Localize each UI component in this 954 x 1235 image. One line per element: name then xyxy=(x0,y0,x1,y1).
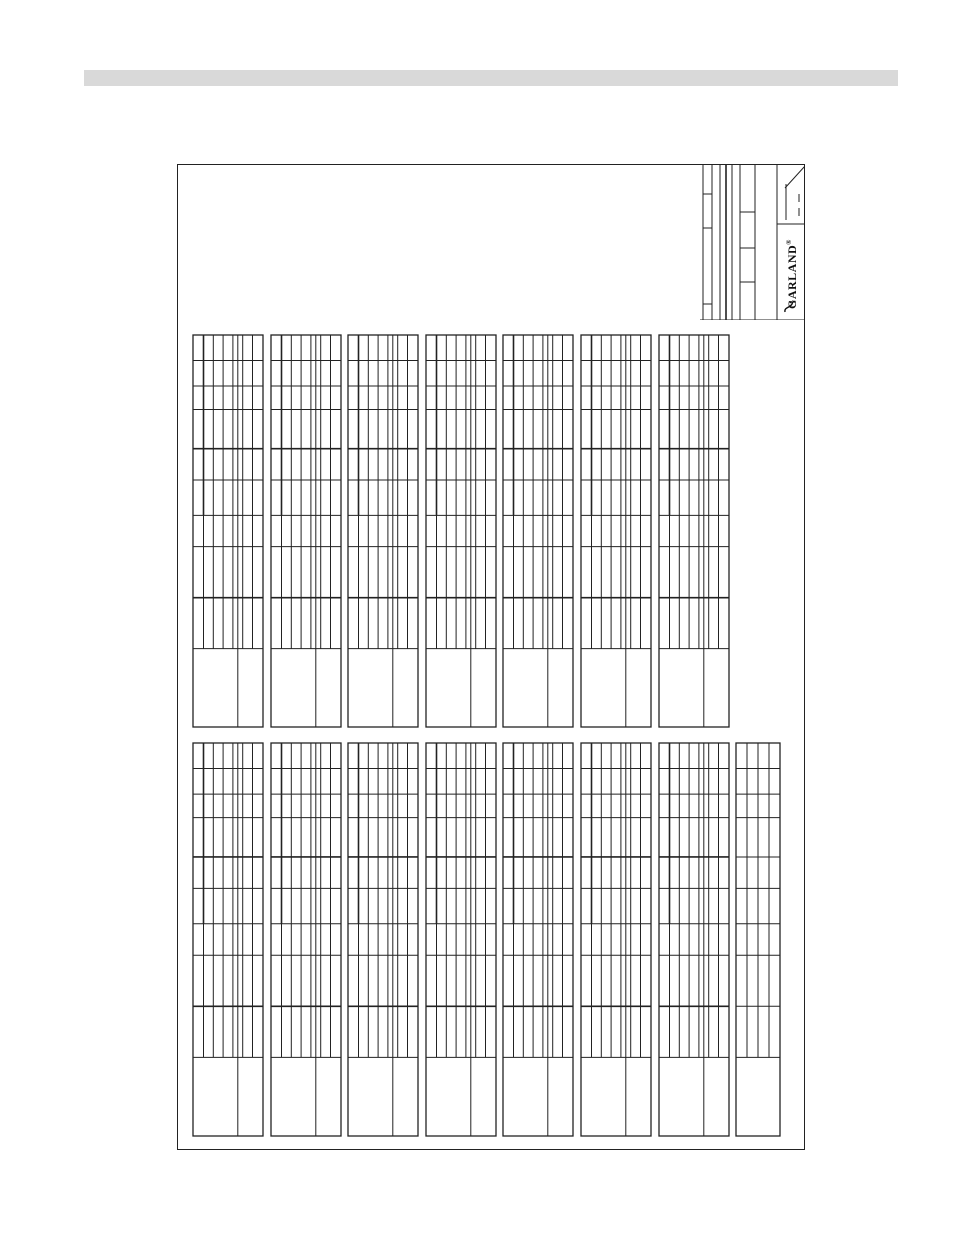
garland-logo xyxy=(778,228,802,316)
garland-swoosh-icon xyxy=(782,300,796,314)
logo-text xyxy=(778,229,800,309)
logo-wordmark: GARLAND xyxy=(785,244,799,309)
header-bar xyxy=(84,70,898,86)
registered-mark: ® xyxy=(785,239,793,245)
